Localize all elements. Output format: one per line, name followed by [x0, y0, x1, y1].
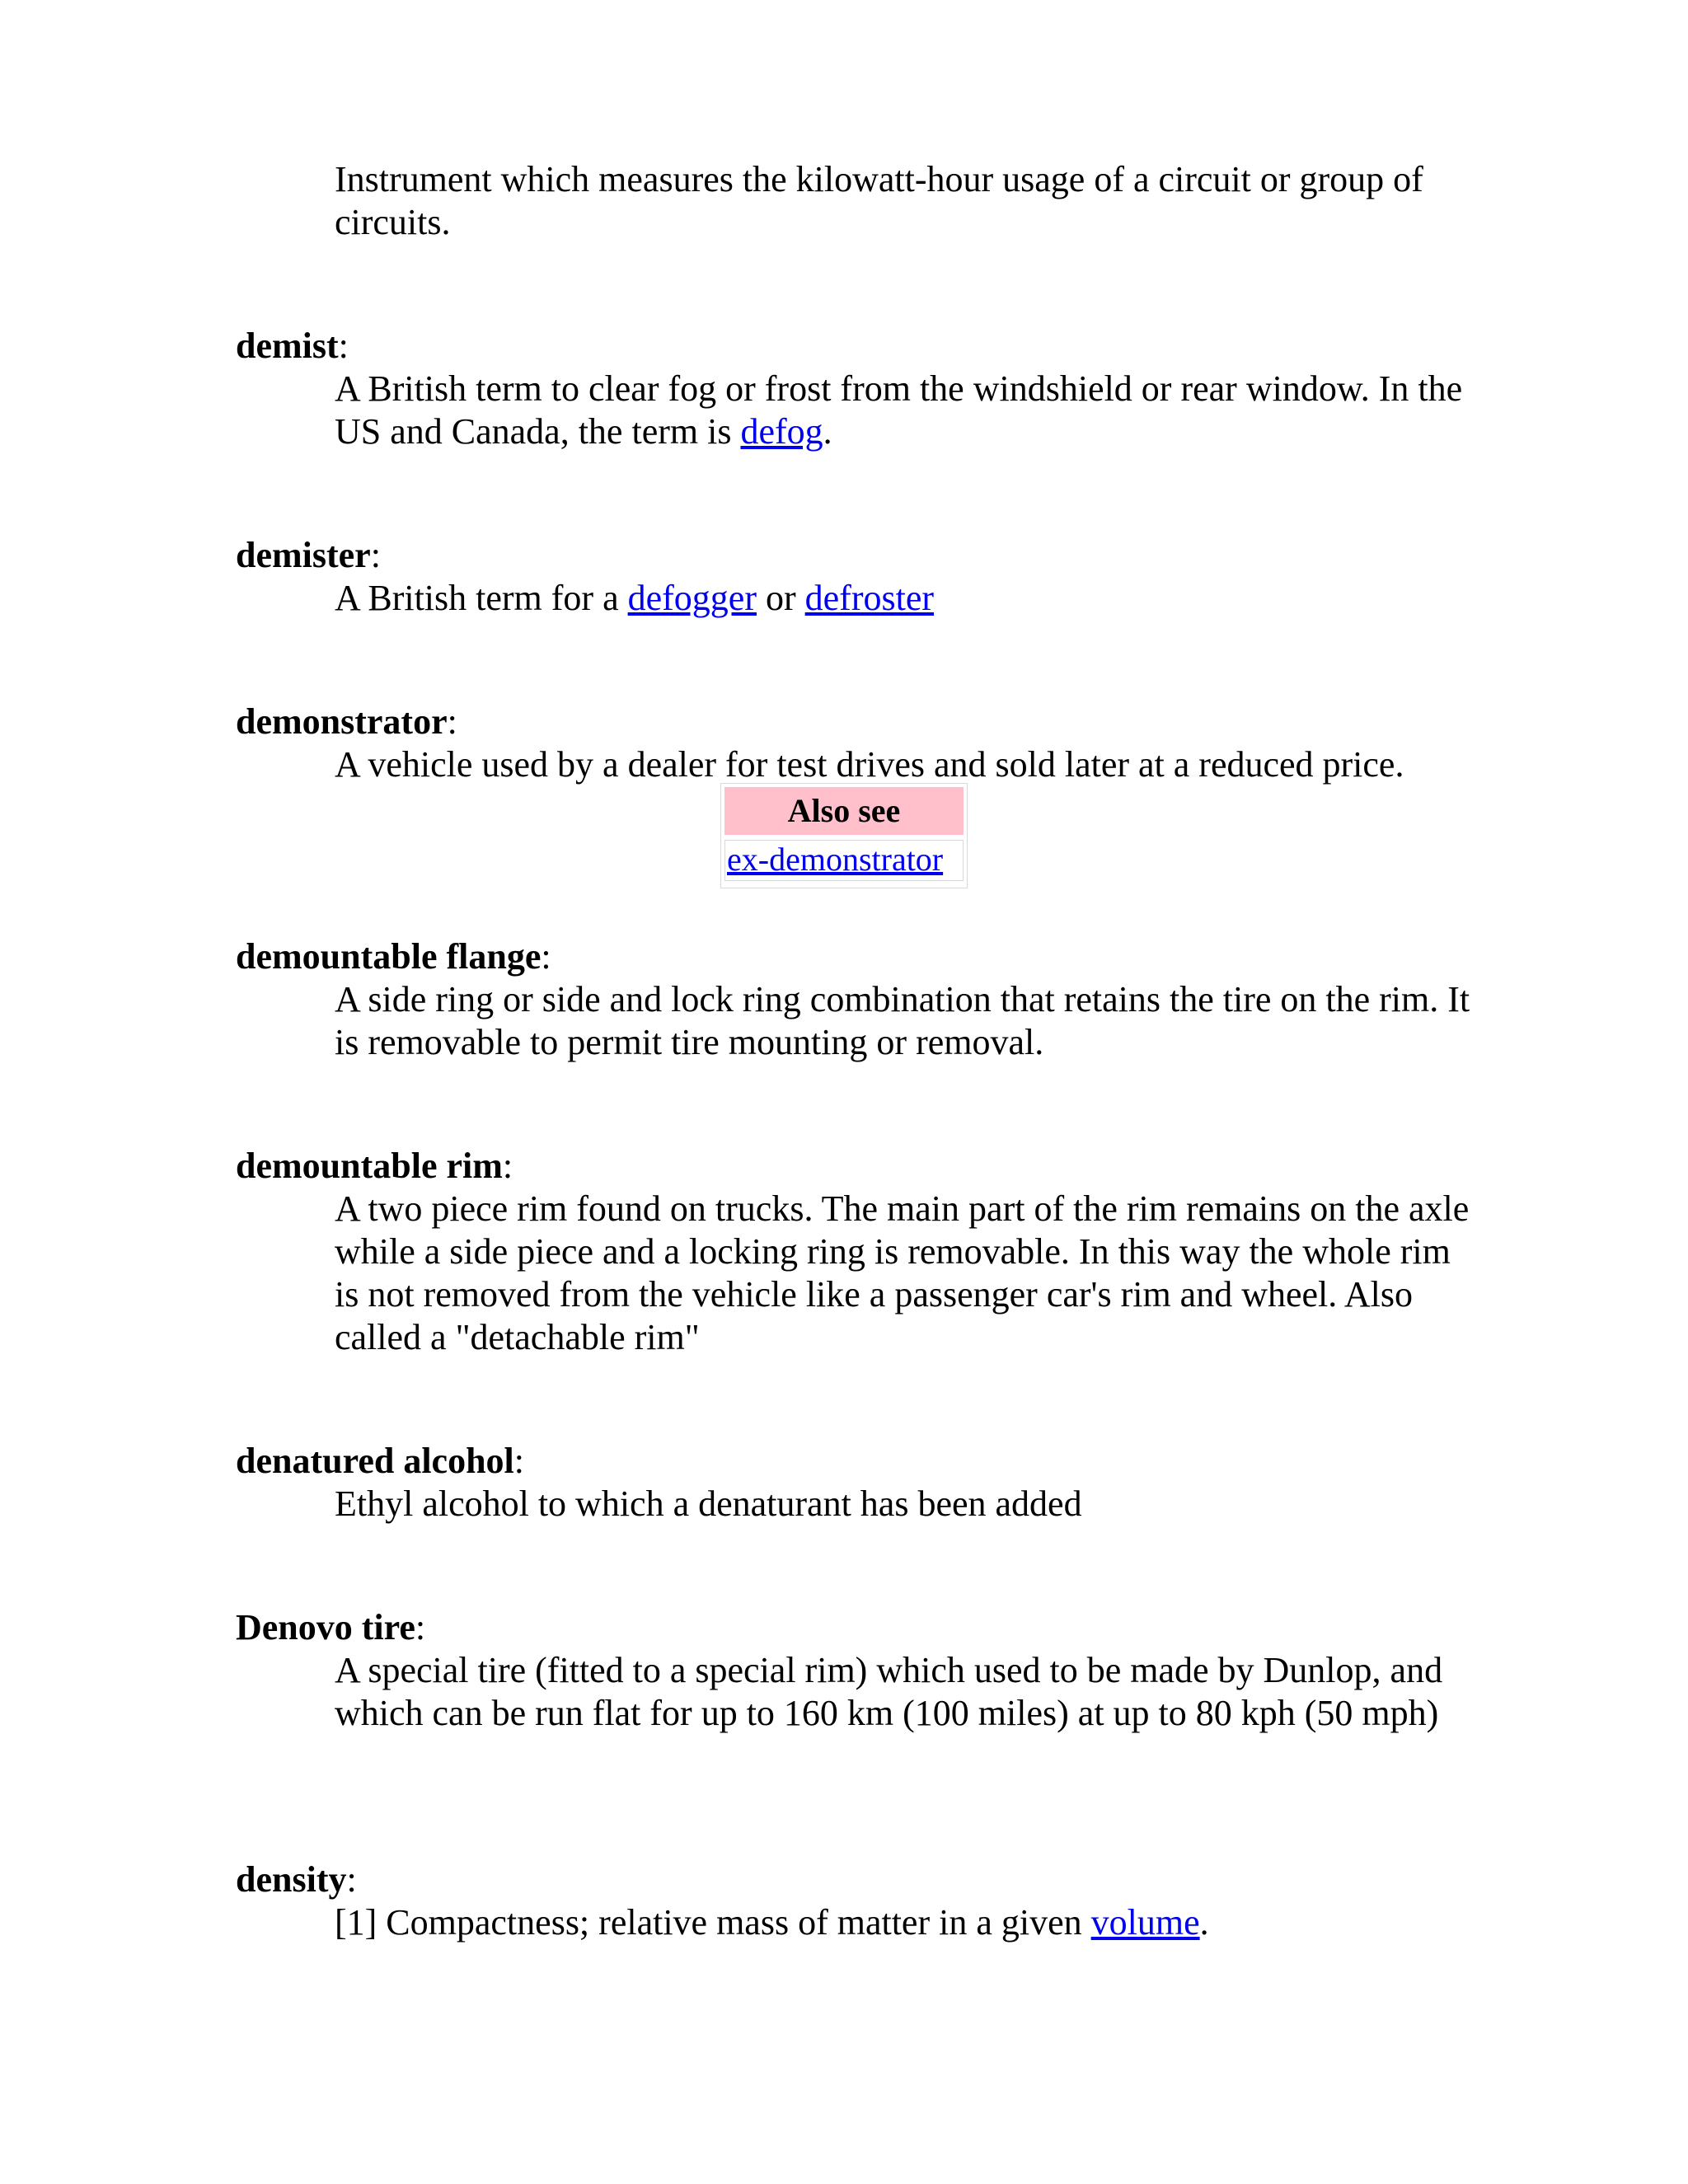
definition-denovo-tire: A special tire (fitted to a special rim) which used to be made by Dunlop, and which can be run flat for up to 160 km (100 miles) at up to 80 kph (50 mph)	[335, 1650, 1443, 1733]
term-denovo-tire: Denovo tire:	[236, 1607, 426, 1647]
term-label: demist	[236, 326, 339, 366]
term-label: denatured alcohol	[236, 1441, 514, 1481]
link-defogger[interactable]: defogger	[627, 578, 757, 618]
definition-demonstrator: A vehicle used by a dealer for test drives and sold later at a reduced price.	[335, 744, 1404, 785]
link-volume[interactable]: volume	[1090, 1902, 1200, 1943]
definition-demist: A British term to clear fog or frost from the windshield or rear window. In the US and Canada, the term is defog.	[335, 368, 1463, 452]
definition-demountable-rim: A two piece rim found on trucks. The main part of the rim remains on the axle while a side piece and a locking ring is removable. In this way the whole rim is not removed from the vehicle like a passenger car's rim and wheel. Also called a "detachable rim"	[335, 1188, 1470, 1357]
term-demonstrator: demonstrator:	[236, 701, 457, 742]
term-demist: demist:	[236, 326, 349, 366]
term-label: demountable flange	[236, 936, 542, 977]
term-label: demountable rim	[236, 1146, 503, 1186]
also-see-cell	[724, 840, 964, 881]
also-see-box	[720, 783, 968, 888]
link-ex-demonstrator[interactable]: ex-demonstrator	[727, 841, 944, 878]
term-demountable-rim: demountable rim:	[236, 1146, 513, 1186]
definition-kwh-meter: Instrument which measures the kilowatt-hour usage of a circuit or group of circuits.	[335, 159, 1423, 242]
term-label: density	[236, 1859, 347, 1900]
definition-density: [1] Compactness; relative mass of matter in a given volume.	[335, 1902, 1209, 1943]
link-defog[interactable]: defog	[740, 411, 823, 452]
link-defroster[interactable]: defroster	[804, 578, 935, 618]
term-denatured-alcohol: denatured alcohol:	[236, 1441, 525, 1481]
term-demister: demister:	[236, 535, 381, 575]
term-label: demonstrator	[236, 701, 448, 742]
also-see-header: Also see	[724, 787, 964, 835]
term-demountable-flange: demountable flange:	[236, 936, 551, 977]
term-density: density:	[236, 1859, 357, 1900]
definition-demister: A British term for a defogger or defroster	[335, 578, 935, 618]
term-label: Denovo tire	[236, 1607, 415, 1647]
definition-denatured-alcohol: Ethyl alcohol to which a denaturant has been added	[335, 1483, 1082, 1524]
term-label: demister	[236, 535, 371, 575]
definition-demountable-flange: A side ring or side and lock ring combination that retains the tire on the rim. It is removable to permit tire mounting or removal.	[335, 979, 1470, 1062]
